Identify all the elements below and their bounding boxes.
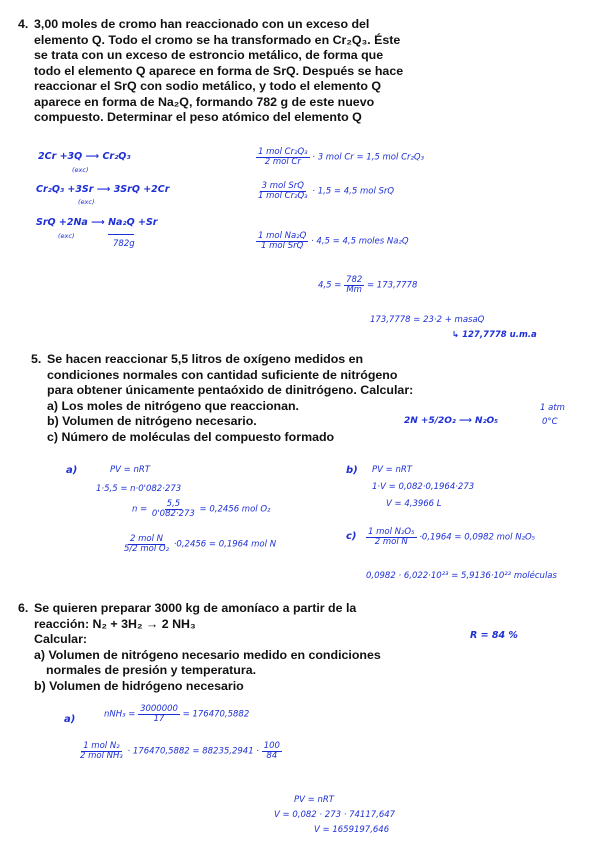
ratio-3: $\frac{\text{1 mol Na₂Q}}{\text{1 mol SrQ}}$ · 4,5 = 4,5 moles Na₂Q <box>258 231 409 251</box>
moles-n2o5: $\frac{\text{1 mol N₂O₅}}{\text{2 mol N}}$ ·0,1964 = 0,0982 mol N₂O₅ <box>368 527 536 547</box>
question-line: c) Número de moléculas del compuesto formado <box>47 429 335 444</box>
volume-result: V = 1659197,646 <box>314 825 390 835</box>
substitution: 1·V = 0,082·0,1964·273 <box>372 482 475 492</box>
condition-temperature: 0°C <box>542 417 558 427</box>
mass-underline <box>108 234 134 235</box>
mass-label: 782g <box>113 239 135 249</box>
molecule-count: 0,0982 · 6,022·10²³ = 5,9136·10²² moléculas <box>366 571 557 581</box>
reaction-3: SrQ +2Na ⟶ Na₂Q +Sr <box>36 217 158 228</box>
question-line: a) Los moles de nitrógeno que reaccionan. <box>47 398 299 413</box>
question-5 <box>31 352 463 445</box>
question-line: se trata con un exceso de estroncio metálico, de forma que <box>34 48 384 62</box>
question-number: 6. <box>18 601 29 615</box>
question-line: b) Volumen de nitrógeno necesario. <box>47 414 257 428</box>
result-q: ↳ 127,7778 u.m.a <box>452 330 537 340</box>
part-b-label: b) <box>346 465 358 476</box>
reaction-1: 2Cr +3Q ⟶ Cr₂Q₃ <box>38 151 131 162</box>
question-line: Calcular: <box>34 632 88 646</box>
molar-mass-calc: 4,5 = $\frac{782}{Mm}$ = 173,7778 <box>318 275 418 295</box>
ideal-gas-law: PV = nRT <box>294 795 334 805</box>
part-a-label: a) <box>64 714 76 725</box>
question-line: condiciones normales con cantidad suficiente de nitrógeno <box>47 367 398 382</box>
reaction-2-note: (exc) <box>78 198 95 206</box>
reaction-3-note: (exc) <box>58 232 75 240</box>
condition-pressure: 1 atm <box>540 403 565 413</box>
question-line: todo el elemento Q aparece en forma de SrQ. Después se hace <box>34 63 404 78</box>
question-line: para obtener únicamente pentaóxido de dinitrógeno. Calcular: <box>47 383 414 397</box>
question-line: normales de presión y temperatura. <box>46 663 257 677</box>
mass-q-calc: 173,7778 = 23·2 + masaQ <box>370 315 485 325</box>
substitution: 1·5,5 = n·0'082·273 <box>96 484 182 494</box>
ideal-gas-law: PV = nRT <box>372 465 412 475</box>
part-c-label: c) <box>346 531 357 542</box>
question-4 <box>18 17 423 126</box>
part-a-label: a) <box>66 465 78 476</box>
question-line: a) Volumen de nitrógeno necesario medido en condiciones <box>34 647 381 662</box>
question-line: Se hacen reaccionar 5,5 litros de oxígeno medidos en <box>47 352 364 366</box>
question-line: reacción: N₂ + 3H₂ → 2 NH₃ <box>34 616 196 631</box>
question-line: Se quieren preparar 3000 kg de amoníaco a partir de la <box>34 601 357 615</box>
reaction-2: Cr₂Q₃ +3Sr ⟶ 3SrQ +2Cr <box>36 184 170 195</box>
moles-n: $\frac{\text{2 mol N}}{\text{5/2 mol O₂}}$ ·0,2456 = 0,1964 mol N <box>124 534 277 554</box>
question-line: reaccionar el SrQ con sodio metálico, y todo el elemento Q <box>34 79 382 93</box>
reaction-n2o5: 2N +5/2O₂ ⟶ N₂O₅ <box>404 416 499 426</box>
question-line: elemento Q. Todo el cromo se ha transformado en Cr₂Q₃. Éste <box>34 32 401 47</box>
question-line: aparece en forma de Na₂Q, formando 782 g de este nuevo <box>34 94 375 109</box>
moles-o2: n = $\frac{5,5}{0'082\cdot 273}$ = 0,2456 mol O₂ <box>132 499 271 519</box>
question-6 <box>18 601 430 694</box>
question-line: compuesto. Determinar el peso atómico del elemento Q <box>34 110 362 124</box>
ratio-1: $\frac{\text{1 mol Cr₂Q₃}}{\text{2 mol Cr}}$ · 3 mol Cr = 1,5 mol Cr₂Q₃ <box>258 147 425 167</box>
yield: R = 84 % <box>470 630 518 641</box>
moles-nh3: nNH₃ = $\frac{3000000}{17}$ = 176470,5882 <box>104 704 250 724</box>
volume-substitution: V = 0,082 · 273 · 74117,647 <box>274 810 396 820</box>
ideal-gas-law: PV = nRT <box>110 465 150 475</box>
question-number: 5. <box>31 352 42 366</box>
question-number: 4. <box>18 17 29 31</box>
question-line: 3,00 moles de cromo han reaccionado con un exceso del <box>34 17 370 31</box>
question-line: b) Volumen de hidrógeno necesario <box>34 678 244 693</box>
moles-n2: $\frac{\text{1 mol N₂}}{\text{2 mol NH₃}}$ · 176470,5882 = 88235,2941 · $\frac{100}{84}$ <box>80 741 280 761</box>
ratio-2: $\frac{\text{3 mol SrQ}}{\text{1 mol Cr₂Q₃}}$ · 1,5 = 4,5 mol SrQ <box>258 181 395 201</box>
volume-n2: V = 4,3966 L <box>386 499 442 509</box>
reaction-1-note: (exc) <box>72 166 89 174</box>
